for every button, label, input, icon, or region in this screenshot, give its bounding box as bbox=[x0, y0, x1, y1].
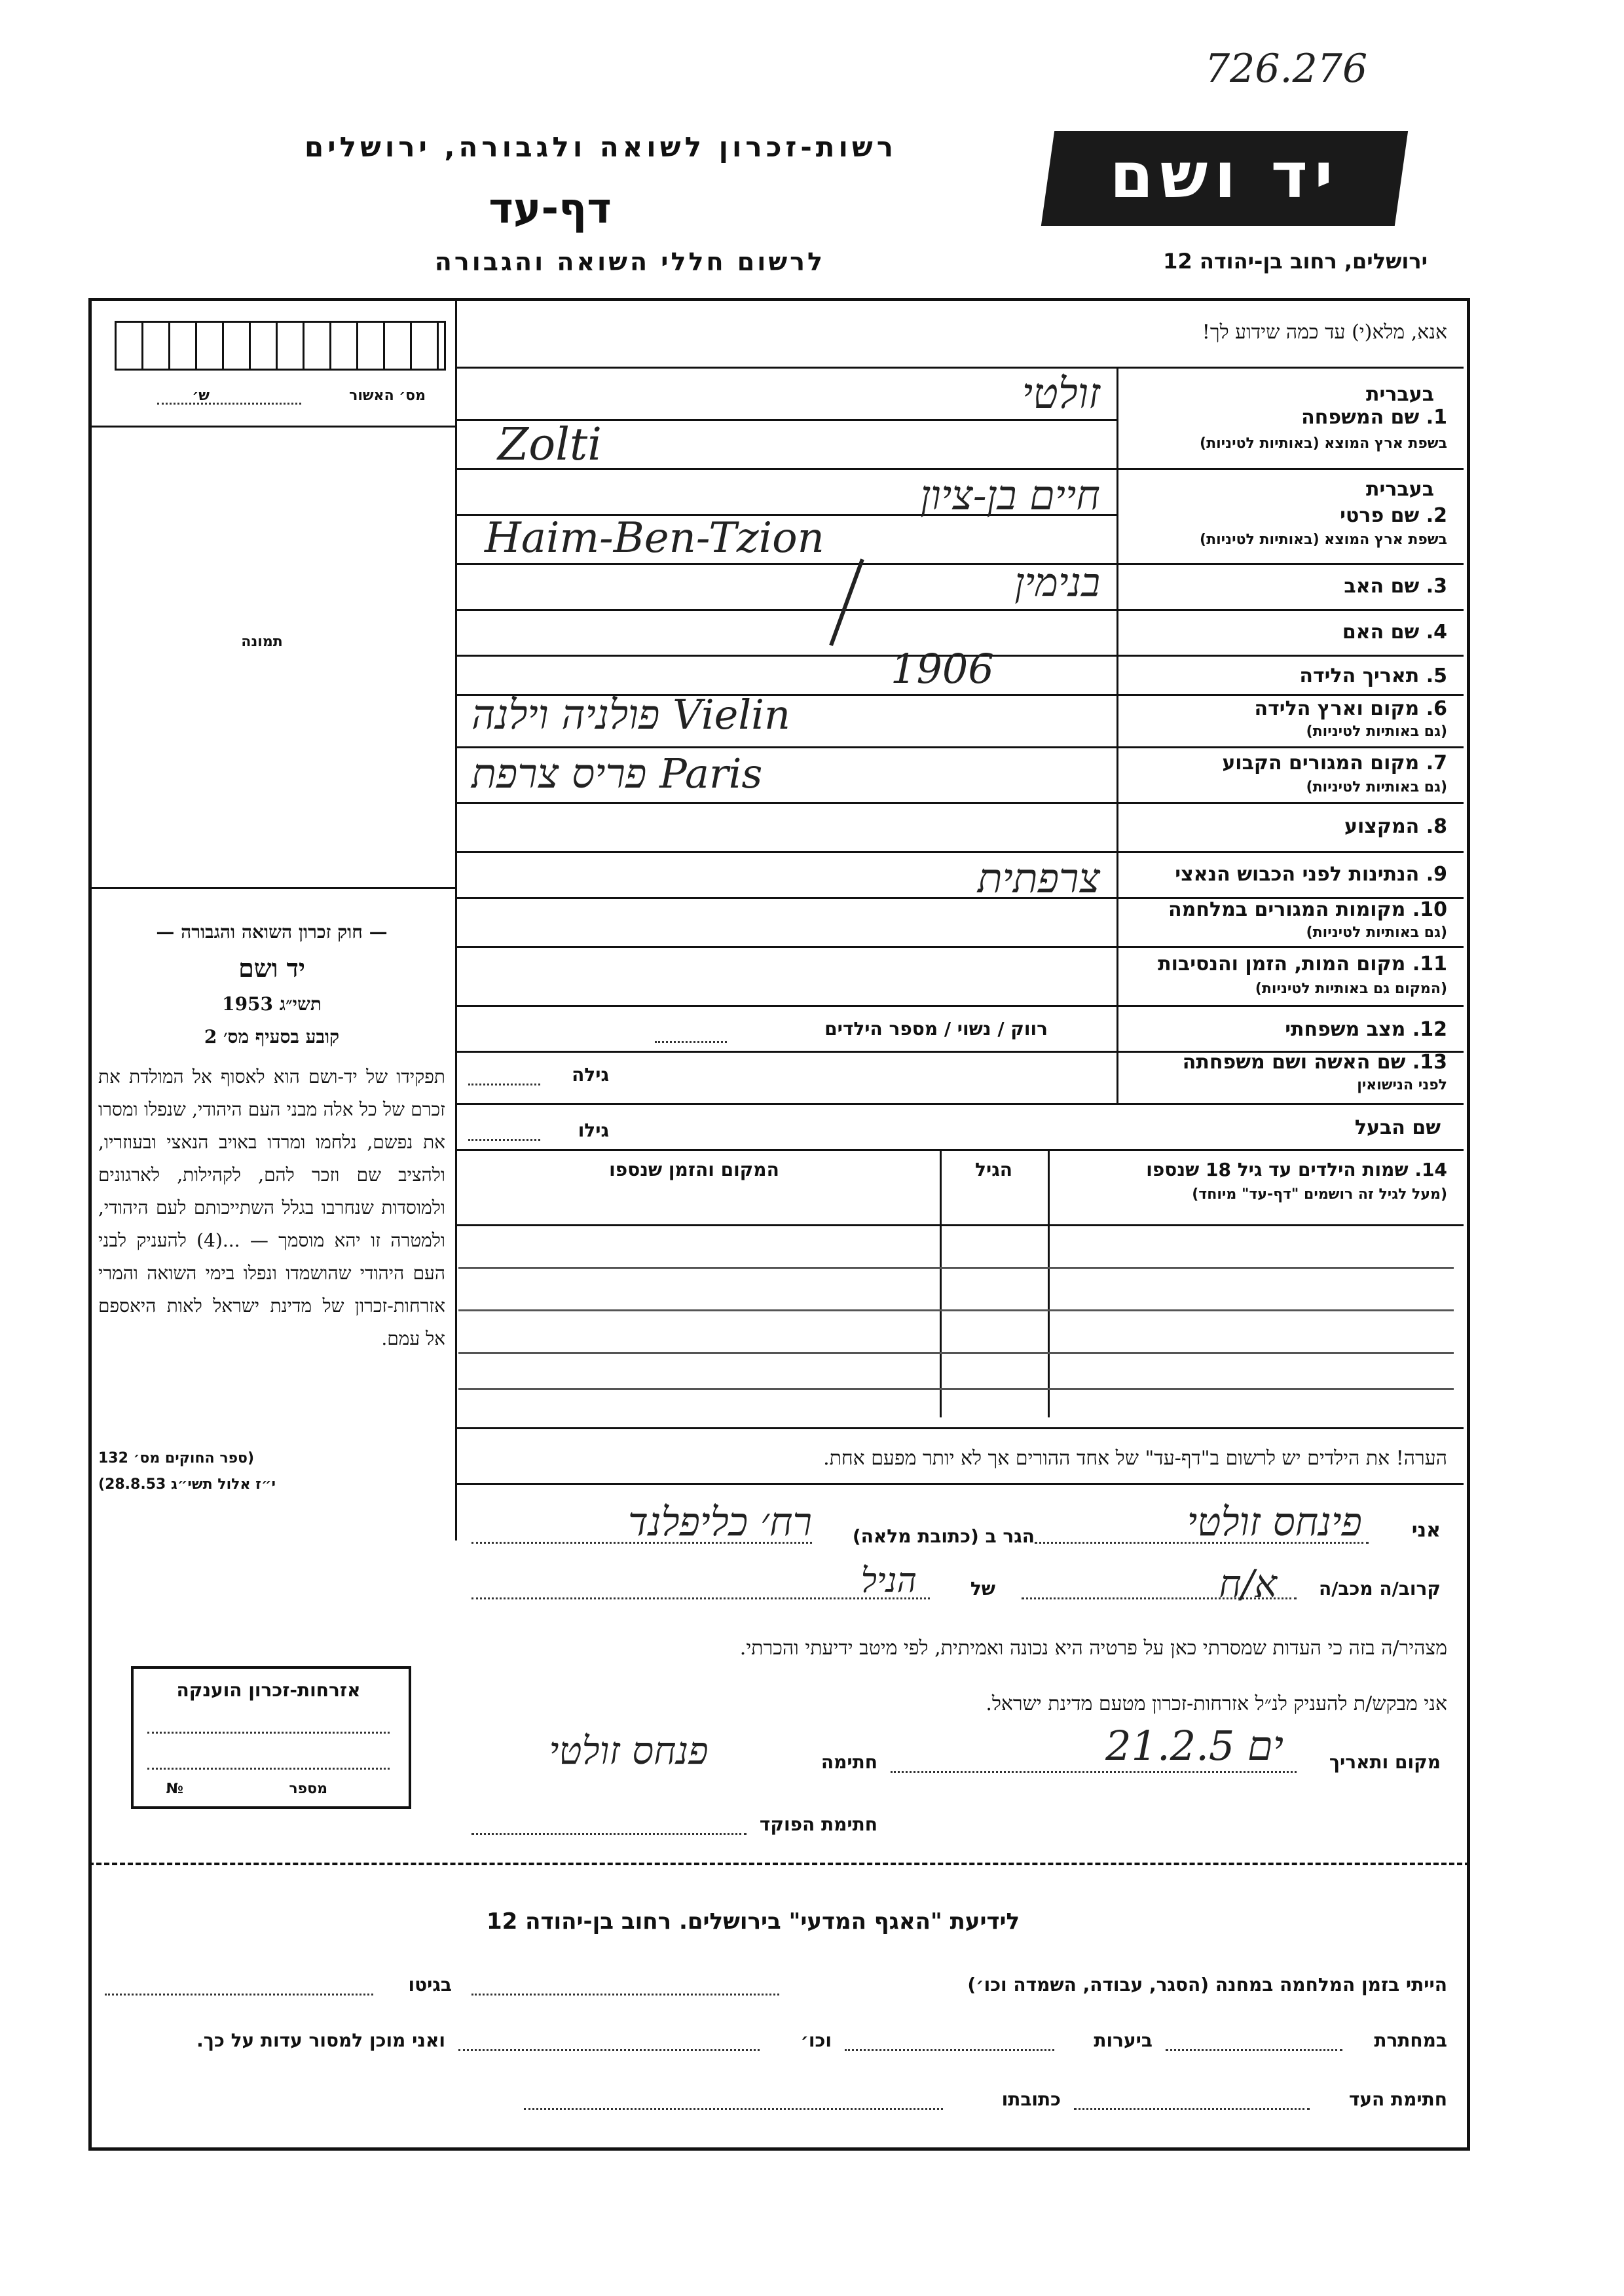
field-6-sub: (גם באותיות לטיניות) bbox=[1306, 723, 1447, 740]
declaration-statement: מצהיר/ה בזה כי העדות שמסרתי כאן על פרטיה היא נכונה ואמיתית, לפי מיטב ידיעתי והכרתי. bbox=[739, 1637, 1447, 1660]
footer-title: לידיעת "האגף המדעי" בירושלים. רחוב בן-יהודה 12 bbox=[486, 1908, 1020, 1935]
logo-text: יד ושם bbox=[1109, 139, 1340, 212]
law-text: תפקידו של יד-ושם הוא לאסוף אל המולדת את זכרם של כל אלה מבני העם היהודי, שנפלו ומסרו את נפשם, נלחמו ומרדו באויב הנאצי ובעוזריו, ולהציב שם וזכר להם, לקהילות, לארגונים ולמוסדות שנחרבו בגלל השתייכותם לעם היהודי, ולמטרה זו יהא מוסמך — ...(4) להעניק לבני העם היהודי שהושמדו ונפלו בימי השואה והמרי אזרחות-זכרון של מדינת ישראל לאות היאספם אל עמם. bbox=[98, 1066, 445, 1349]
field-3-num: 3. bbox=[1426, 575, 1447, 598]
footer-forests: ביערות bbox=[1094, 2030, 1153, 2051]
field-4-num: 4. bbox=[1426, 621, 1447, 644]
field-10-label: מקומות המגורים במלחמה bbox=[1168, 898, 1406, 921]
children-header-name: 14. שמות הילדים עד גיל 18 שנספו bbox=[1146, 1159, 1447, 1180]
footer-witness-signature: חתימת העד bbox=[1348, 2088, 1447, 2110]
children-header-place: המקום והזמן שנספו bbox=[609, 1159, 779, 1180]
declarant-name-value[interactable]: פינחס זולטי bbox=[1187, 1499, 1362, 1545]
birth-date-value[interactable]: 1906 bbox=[891, 645, 994, 693]
field-9-label: הנתינות לפני הכבוש הנאצי bbox=[1175, 863, 1420, 886]
relation-value[interactable]: א/ח bbox=[1219, 1561, 1277, 1606]
law-source: (ספר החוקים מס׳ 132 bbox=[98, 1450, 255, 1467]
field-2-sub: בשפת ארץ המוצא (באותיות לטיניות) bbox=[1200, 532, 1447, 548]
citizenship-number-suffix: № bbox=[166, 1781, 183, 1797]
citizenship-number-label: מספר bbox=[289, 1781, 327, 1797]
footer-etc: וכו׳ bbox=[800, 2030, 832, 2051]
wife-age-label: גילה bbox=[572, 1064, 609, 1085]
form-subtitle: לרשום חללי השואה והגבורה bbox=[434, 247, 825, 276]
signature-label: חתימה bbox=[821, 1751, 877, 1773]
children-header-age: הגיל bbox=[975, 1159, 1012, 1180]
law-title: — חוק זכרון השואה והגבורה — bbox=[156, 921, 388, 943]
field-12-label: מצב משפחתי bbox=[1285, 1018, 1406, 1041]
field-13-sub: לפני הנישואין bbox=[1357, 1077, 1447, 1093]
field-8-label: המקצוע bbox=[1344, 815, 1420, 838]
field-11-num: 11. bbox=[1412, 953, 1447, 975]
field-10-num: 10. bbox=[1412, 898, 1447, 921]
authority-name: רשות-זכרון לשואה ולגבורה, ירושלים bbox=[304, 131, 897, 163]
field-7-sub: (גם באותיות לטיניות) bbox=[1306, 779, 1447, 795]
footer-underground: במחתרת bbox=[1374, 2030, 1447, 2051]
law-year: תשי״ג 1953 bbox=[222, 993, 322, 1015]
husband-label: שם הבעל bbox=[1354, 1116, 1441, 1139]
husband-age-label: גילו bbox=[578, 1120, 609, 1141]
form-title: דף-עד bbox=[489, 185, 612, 233]
field-2-num: 2. bbox=[1426, 504, 1447, 527]
field-10-sub: (גם באותיות לטיניות) bbox=[1306, 924, 1447, 941]
relation-label: קרוב/ה מכב/ה bbox=[1318, 1578, 1441, 1599]
field-8-num: 8. bbox=[1426, 815, 1447, 838]
father-name-value[interactable]: בנימין bbox=[1014, 560, 1100, 606]
first-name-heb-value[interactable]: חיים בן-ציון bbox=[920, 471, 1100, 519]
field-6-label: מקום וארץ הלידה bbox=[1254, 697, 1420, 720]
signature-value[interactable]: פנחס זולטי bbox=[549, 1728, 709, 1773]
field-1-sub: בשפת ארץ המוצא (באותיות לטיניות) bbox=[1200, 435, 1447, 452]
footer-testimony: ואני מוכן למסור עדות על כך. bbox=[196, 2030, 445, 2051]
address-value[interactable]: רח׳ כליפלנד bbox=[627, 1499, 812, 1545]
place-date-label: מקום ותאריך bbox=[1329, 1751, 1441, 1773]
footer-ghetto: בגיטו bbox=[408, 1974, 452, 1995]
marital-options: רווק / נשוי / מספר הילדים bbox=[824, 1018, 1048, 1040]
field-2-heb-tag: בעברית bbox=[1366, 478, 1434, 501]
id-digit-boxes bbox=[115, 321, 446, 371]
record-number: 726.276 bbox=[1205, 46, 1368, 92]
field-13-num: 13. bbox=[1412, 1051, 1447, 1074]
declarant-i-label: אני bbox=[1411, 1519, 1441, 1542]
field-1-num: 1. bbox=[1426, 406, 1447, 429]
first-name-lat-value[interactable]: Haim-Ben-Tzion bbox=[485, 514, 824, 562]
field-1-label: שם המשפחה bbox=[1301, 406, 1420, 429]
field-11-label: מקום המות, הזמן והנסיבות bbox=[1158, 953, 1406, 975]
instruction: אנא, מלא(י) עד כמה שידוע לך! bbox=[1202, 321, 1447, 344]
header-address: ירושלים, רחוב בן-יהודה 12 bbox=[1163, 249, 1428, 274]
photo-label: תמונה bbox=[241, 634, 283, 650]
children-header-sub: (מעל לגיל זה רושמים "דף-עד" מיוחד) bbox=[1192, 1186, 1447, 1203]
field-7-label: מקום המגורים הקבוע bbox=[1222, 752, 1420, 774]
permit-label: מס׳ האשור bbox=[349, 388, 426, 404]
field-11-sub: (המקום גם באותיות לטיניות) bbox=[1255, 981, 1447, 997]
field-12-num: 12. bbox=[1412, 1018, 1447, 1041]
note: הערה! את הילדים יש לרשום ב"דף-עד" של אחד ההורים אך לא יותר מפעם אחת. bbox=[823, 1447, 1447, 1470]
field-3-label: שם האב bbox=[1344, 575, 1420, 598]
citizenship-box-title: אזרחות-זכרון הוענקה bbox=[176, 1679, 361, 1701]
family-name-lat-value[interactable]: Zolti bbox=[498, 419, 602, 471]
footer-address: כתובתו bbox=[1001, 2088, 1061, 2110]
place-date-value[interactable]: ים 21.2.5 bbox=[1105, 1722, 1283, 1770]
footer-camp-line: הייתי בזמן המלחמה במחנה (הסגר, עבודה, השמדה וכו׳) bbox=[967, 1974, 1447, 1995]
field-13-label: שם האשה ושם משפחתה bbox=[1182, 1051, 1406, 1074]
family-name-heb-value[interactable]: זולטי bbox=[1022, 370, 1100, 418]
law-name: יד ושם bbox=[238, 953, 305, 983]
field-6-num: 6. bbox=[1426, 697, 1447, 720]
field-5-label: תאריך הלידה bbox=[1299, 665, 1420, 687]
field-2-label: שם פרטי bbox=[1340, 504, 1420, 527]
law-clause: קובע בסעיף מס׳ 2 bbox=[204, 1026, 340, 1048]
of-value[interactable]: הניל bbox=[860, 1561, 917, 1601]
field-9-num: 9. bbox=[1426, 863, 1447, 886]
cut-line bbox=[88, 1863, 1470, 1865]
officer-signature-label: חתימת הפוקד bbox=[759, 1813, 877, 1835]
of-label: של bbox=[970, 1578, 995, 1599]
birth-place-value[interactable]: פולניה וילנה Vielin bbox=[471, 691, 790, 738]
residence-value[interactable]: פריס צרפת Paris bbox=[471, 750, 763, 797]
nationality-value[interactable]: צרפתית bbox=[977, 854, 1100, 902]
field-7-num: 7. bbox=[1426, 752, 1447, 774]
law-date: י״ז אלול תשי״ג 28.8.53) bbox=[98, 1476, 276, 1493]
field-5-num: 5. bbox=[1426, 665, 1447, 687]
address-label: הגר ב (כתובת מלאה) bbox=[852, 1525, 1035, 1547]
field-4-label: שם האם bbox=[1342, 621, 1420, 644]
field-1-heb-tag: בעברית bbox=[1366, 383, 1434, 406]
citizenship-request: אני מבקש/ת להעניק לנ״ל אזרחות-זכרון מטעם מדינת ישראל. bbox=[986, 1692, 1447, 1715]
